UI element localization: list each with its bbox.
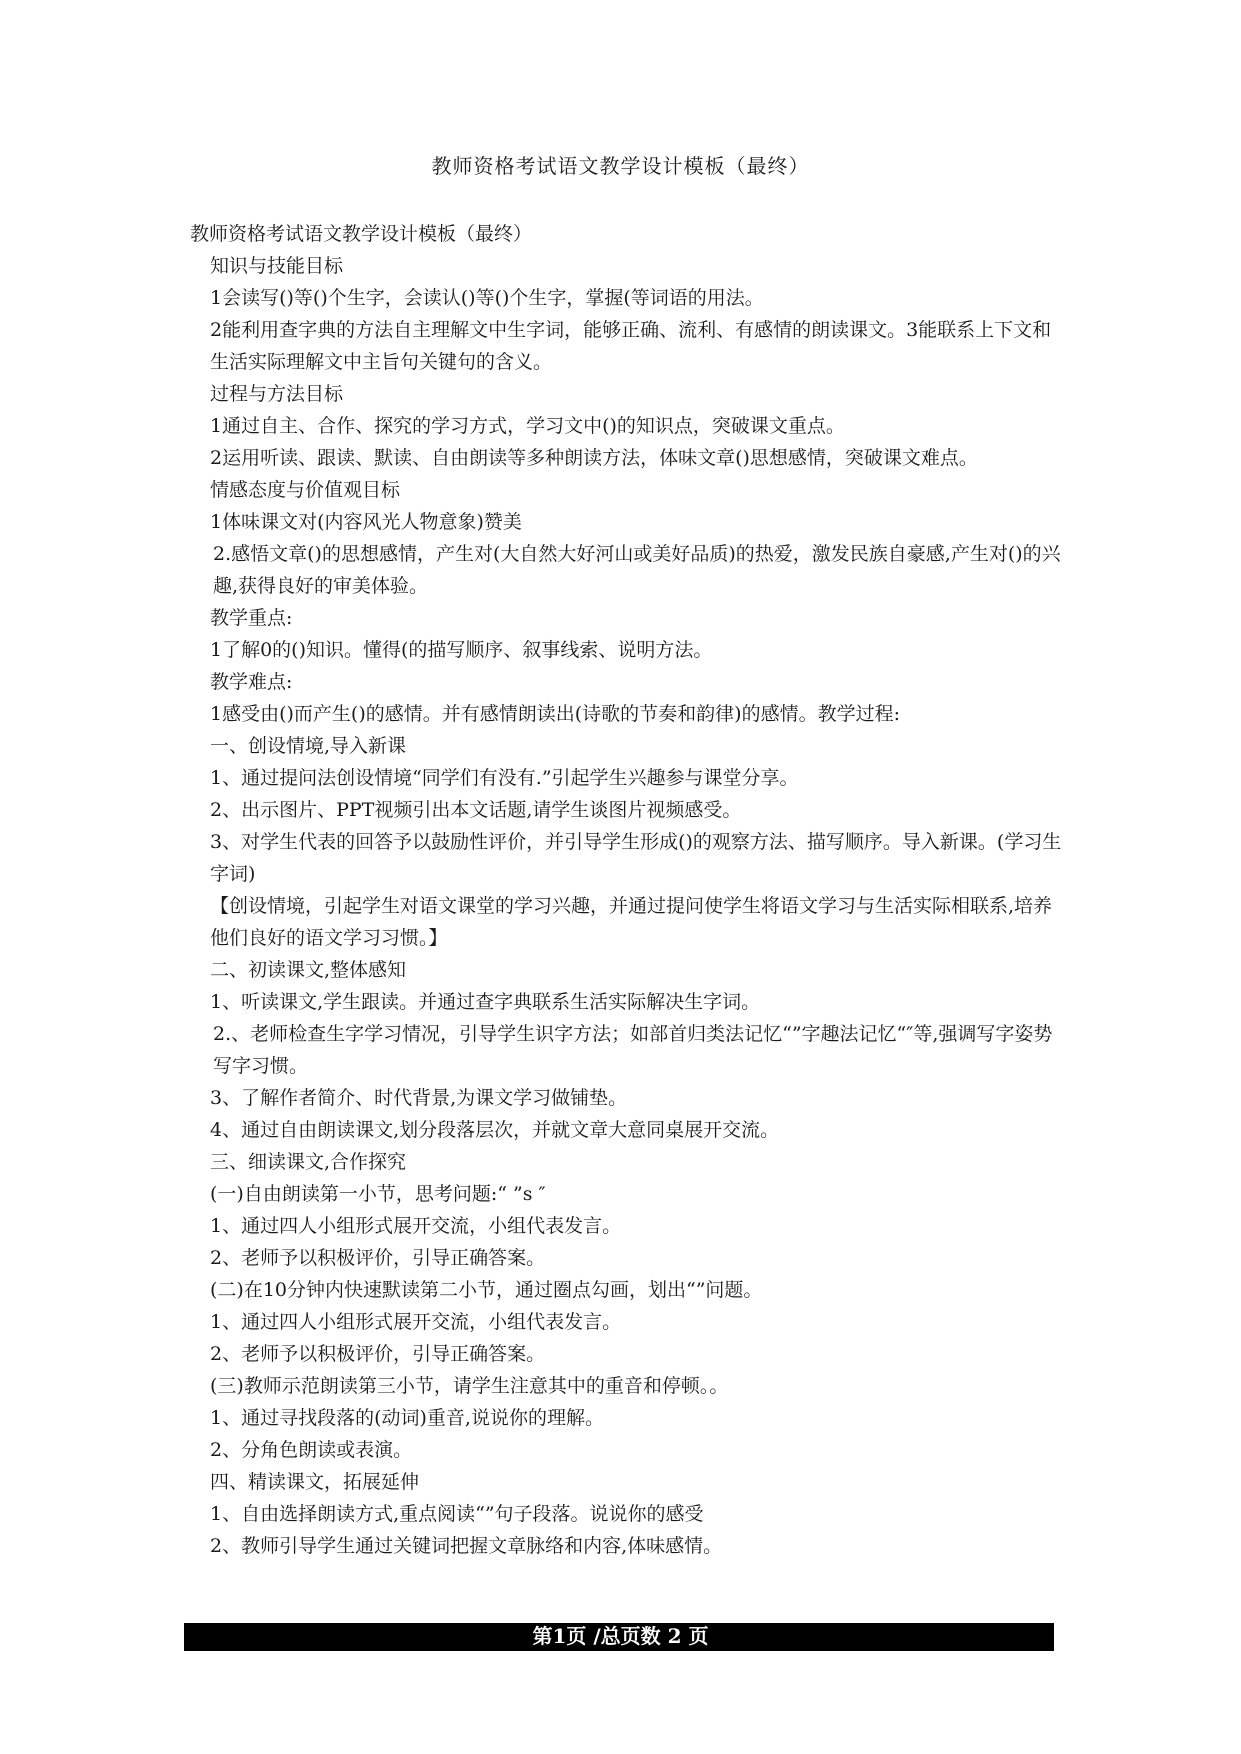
- paragraph: (一)自由朗读第一小节，思考问题:“ ”s ″: [210, 1183, 546, 1205]
- paragraph: 1、听读课文,学生跟读。并通过查字典联系生活实际解决生字词。: [210, 991, 761, 1013]
- paragraph: 1、通过提问法创设情境“同学们有没有.”引起学生兴趣参与课堂分享。: [210, 767, 799, 789]
- section-heading: 三、细读课文,合作探究: [210, 1151, 407, 1173]
- paragraph: 1、通过寻找段落的(动词)重音,说说你的理解。: [210, 1407, 604, 1429]
- paragraph: (二)在10分钟内快速默读第二小节，通过圈点勾画，划出“”问题。: [210, 1279, 763, 1301]
- section-heading: 教学重点:: [210, 607, 293, 629]
- paragraph: 2能利用查字典的方法自主理解文中生字词，能够正确、流利、有感情的朗读课文。3能联系上下文和生活实际理解文中主旨句关键句的含义。: [210, 319, 1052, 373]
- paragraph: 1通过自主、合作、探究的学习方式，学习文中()的知识点，突破课文重点。: [210, 415, 845, 437]
- document-title: 教师资格考试语文教学设计模板（最终）: [431, 154, 810, 178]
- paragraph: 2、出示图片、PPT视频引出本文话题,请学生谈图片视频感受。: [210, 799, 742, 821]
- section-heading: 过程与方法目标: [210, 383, 344, 405]
- paragraph: 2、老师予以积极评价，引导正确答案。: [210, 1247, 546, 1269]
- paragraph: 2.、老师检查生字学习情况，引导学生识字方法；如部首归类法记忆“”字趣法记忆“″等,强调写字姿势写字习惯。: [213, 1023, 1053, 1077]
- paragraph: 3、对学生代表的回答予以鼓励性评价，并引导学生形成()的观察方法、描写顺序。导入新课。(学习生字词): [210, 831, 1062, 885]
- section-heading: 知识与技能目标: [210, 255, 344, 277]
- paragraph: 1、自由选择朗读方式,重点阅读“”句子段落。说说你的感受: [210, 1503, 704, 1525]
- paragraph: 3、了解作者简介、时代背景,为课文学习做铺垫。: [210, 1087, 628, 1109]
- section-heading: 一、创设情境,导入新课: [210, 735, 407, 757]
- section-heading: 教学难点:: [210, 671, 293, 693]
- paragraph: 2、老师予以积极评价，引导正确答案。: [210, 1343, 546, 1365]
- paragraph: 1体味课文对(内容风光人物意象)赞美: [210, 511, 522, 533]
- paragraph: 2.感悟文章()的思想感情，产生对(大自然大好河山或美好品质)的热爱，激发民族自豪感,产生对()的兴趣,获得良好的审美体验。: [213, 543, 1061, 597]
- paragraph: (三)教师示范朗读第三小节，请学生注意其中的重音和停顿。。: [210, 1375, 729, 1397]
- paragraph: 1会读写()等()个生字，会读认()等()个生字，掌握(等词语的用法。: [210, 287, 764, 309]
- section-heading: 四、精读课文，拓展延伸: [210, 1471, 420, 1493]
- paragraph: 1了解0的()知识。懂得(的描写顺序、叙事线索、说明方法。: [210, 639, 713, 661]
- page-number: 第1页 /总页数 2 页: [532, 1624, 709, 1648]
- paragraph: 1、通过四人小组形式展开交流，小组代表发言。: [210, 1215, 622, 1237]
- section-heading: 情感态度与价值观目标: [210, 479, 401, 501]
- paragraph: 2、教师引导学生通过关键词把握文章脉络和内容,体味感情。: [210, 1535, 723, 1557]
- paragraph: 2、分角色朗读或表演。: [210, 1439, 413, 1461]
- paragraph: 2运用听读、跟读、默读、自由朗读等多种朗读方法，体味文章()思想感情，突破课文难点。: [210, 447, 978, 469]
- paragraph: 教师资格考试语文教学设计模板（最终）: [190, 223, 533, 245]
- paragraph: 1感受由()而产生()的感情。并有感情朗读出(诗歌的节奏和韵律)的感情。教学过程:: [210, 703, 900, 725]
- section-heading: 二、初读课文,整体感知: [210, 959, 407, 981]
- paragraph: 1、通过四人小组形式展开交流，小组代表发言。: [210, 1311, 622, 1333]
- paragraph: 4、通过自由朗读课文,划分段落层次，并就文章大意同桌展开交流。: [210, 1119, 780, 1141]
- document-body: [190, 218, 1070, 1562]
- paragraph: 【创设情境，引起学生对语文课堂的学习兴趣，并通过提问使学生将语文学习与生活实际相联系,培养他们良好的语文学习习惯。】: [210, 895, 1053, 949]
